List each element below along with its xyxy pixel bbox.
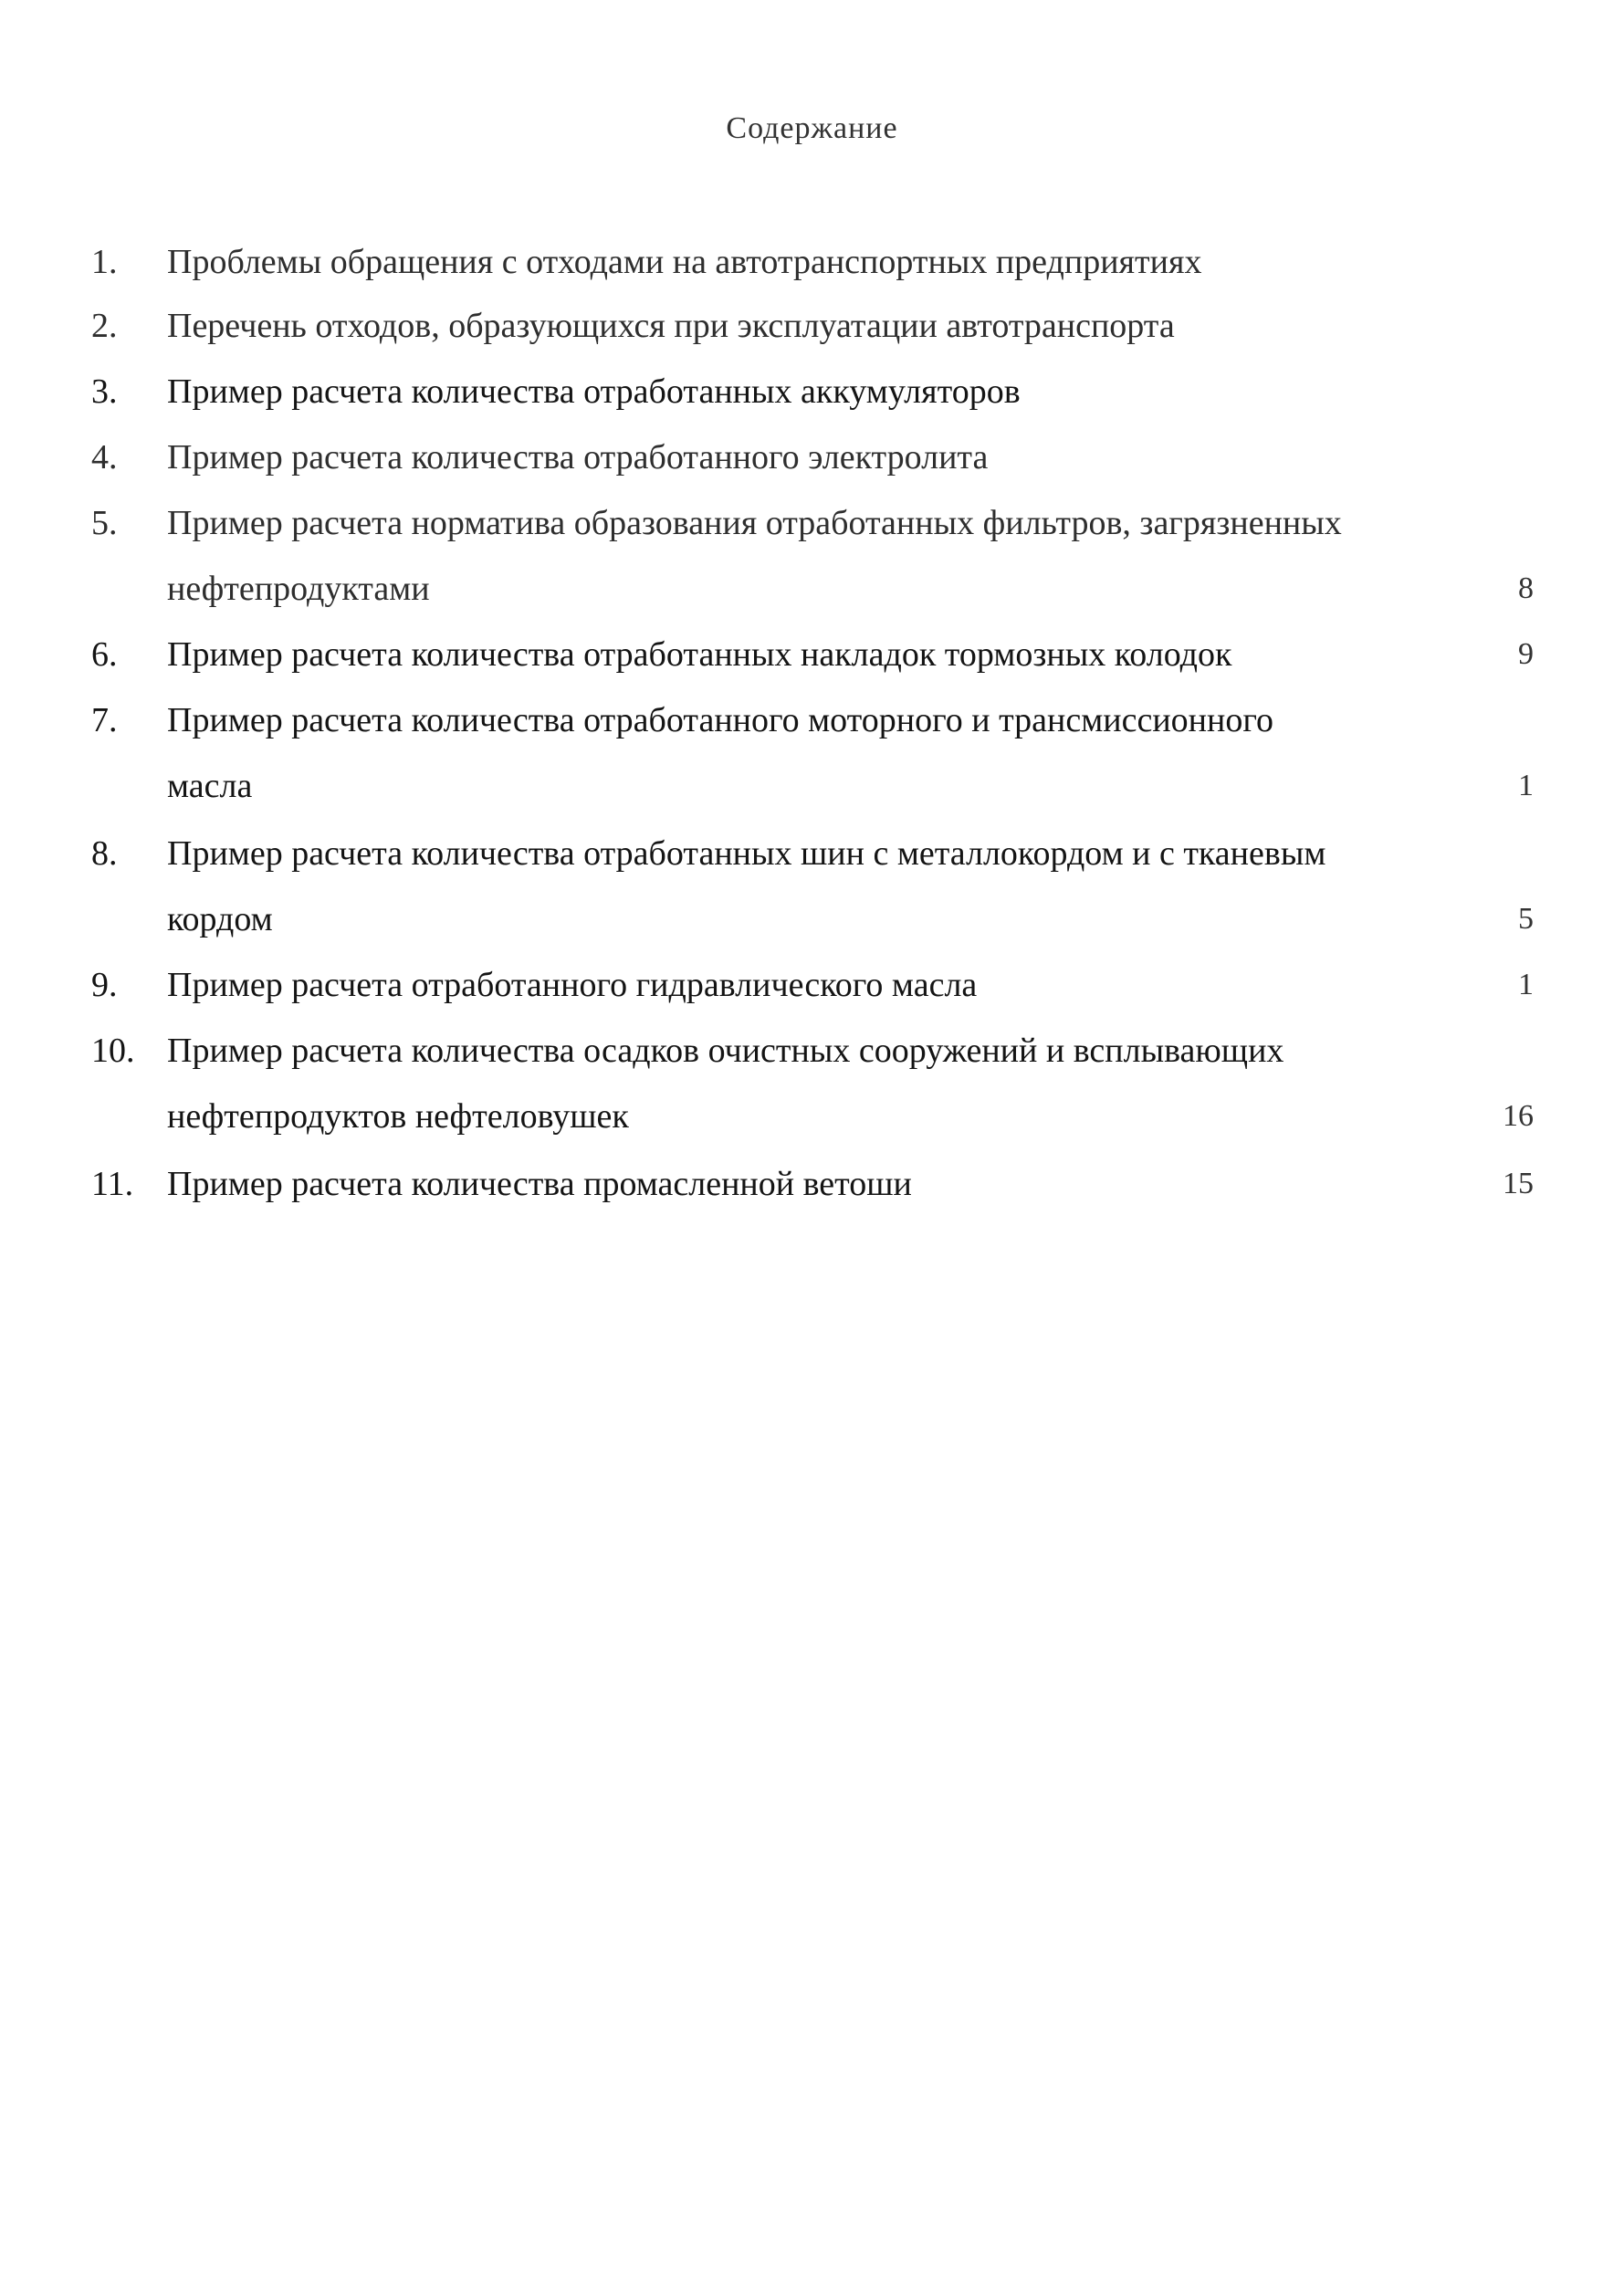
toc-entry-text-continued: кордом [167, 900, 273, 938]
toc-entry-10[interactable] [91, 1031, 1534, 1140]
toc-entry-text: Пример расчета количества промасленной ветоши [167, 1165, 912, 1203]
toc-entry-text: Пример расчета количества отработанных шин с металлокордом и с тканевым [167, 834, 1326, 873]
toc-entry-text-continued: масла [167, 767, 253, 805]
toc-entry-number: 11. [91, 1165, 134, 1203]
toc-entry-number: 3. [91, 372, 118, 411]
toc-entry-number: 4. [91, 438, 118, 477]
page-title: Содержание [726, 111, 898, 145]
toc-entry-page: 5 [1518, 902, 1534, 936]
toc-entry-text: Проблемы обращения с отходами на автотранспортных предприятиях [167, 243, 1202, 281]
toc-entry-number: 2. [91, 307, 118, 345]
toc-entry-number: 10. [91, 1032, 135, 1070]
toc-entry-text: Пример расчета количества осадков очистных сооружений и всплывающих [167, 1032, 1284, 1070]
toc-entry-text: Пример расчета норматива образования отработанных фильтров, загрязненных [167, 504, 1342, 542]
table-of-contents [91, 242, 1534, 1264]
toc-entry-number: 9. [91, 966, 118, 1004]
toc-entry-7[interactable] [91, 700, 1534, 810]
toc-entry-number: 8. [91, 834, 118, 873]
toc-entry-page: 8 [1518, 571, 1534, 605]
toc-entry-page: 1 [1518, 769, 1534, 802]
toc-entry-text: Пример расчета количества отработанного электролита [167, 438, 989, 477]
toc-entry-page: 16 [1503, 1099, 1534, 1133]
toc-entry-text: Пример расчета количества отработанных аккумуляторов [167, 372, 1021, 411]
toc-entry-text: Перечень отходов, образующихся при эксплуатации автотранспорта [167, 307, 1175, 345]
toc-entry-number: 1. [91, 243, 118, 281]
toc-entry-page: 1 [1518, 968, 1534, 1001]
toc-entry-number: 7. [91, 701, 118, 739]
toc-entry-number: 5. [91, 504, 118, 542]
toc-entry-5[interactable] [91, 503, 1534, 613]
toc-entry-text-continued: нефтепродуктов нефтеловушек [167, 1097, 629, 1136]
toc-entry-text: Пример расчета отработанного гидравлического масла [167, 966, 978, 1004]
toc-entry-number: 6. [91, 635, 118, 674]
toc-entry-8[interactable] [91, 833, 1534, 943]
toc-entry-page: 9 [1518, 637, 1534, 671]
toc-entry-text: Пример расчета количества отработанного моторного и трансмиссионного [167, 701, 1273, 739]
toc-entry-text: Пример расчета количества отработанных накладок тормозных колодок [167, 635, 1232, 674]
toc-entry-page: 15 [1503, 1167, 1534, 1200]
toc-entry-text-continued: нефтепродуктами [167, 570, 430, 608]
